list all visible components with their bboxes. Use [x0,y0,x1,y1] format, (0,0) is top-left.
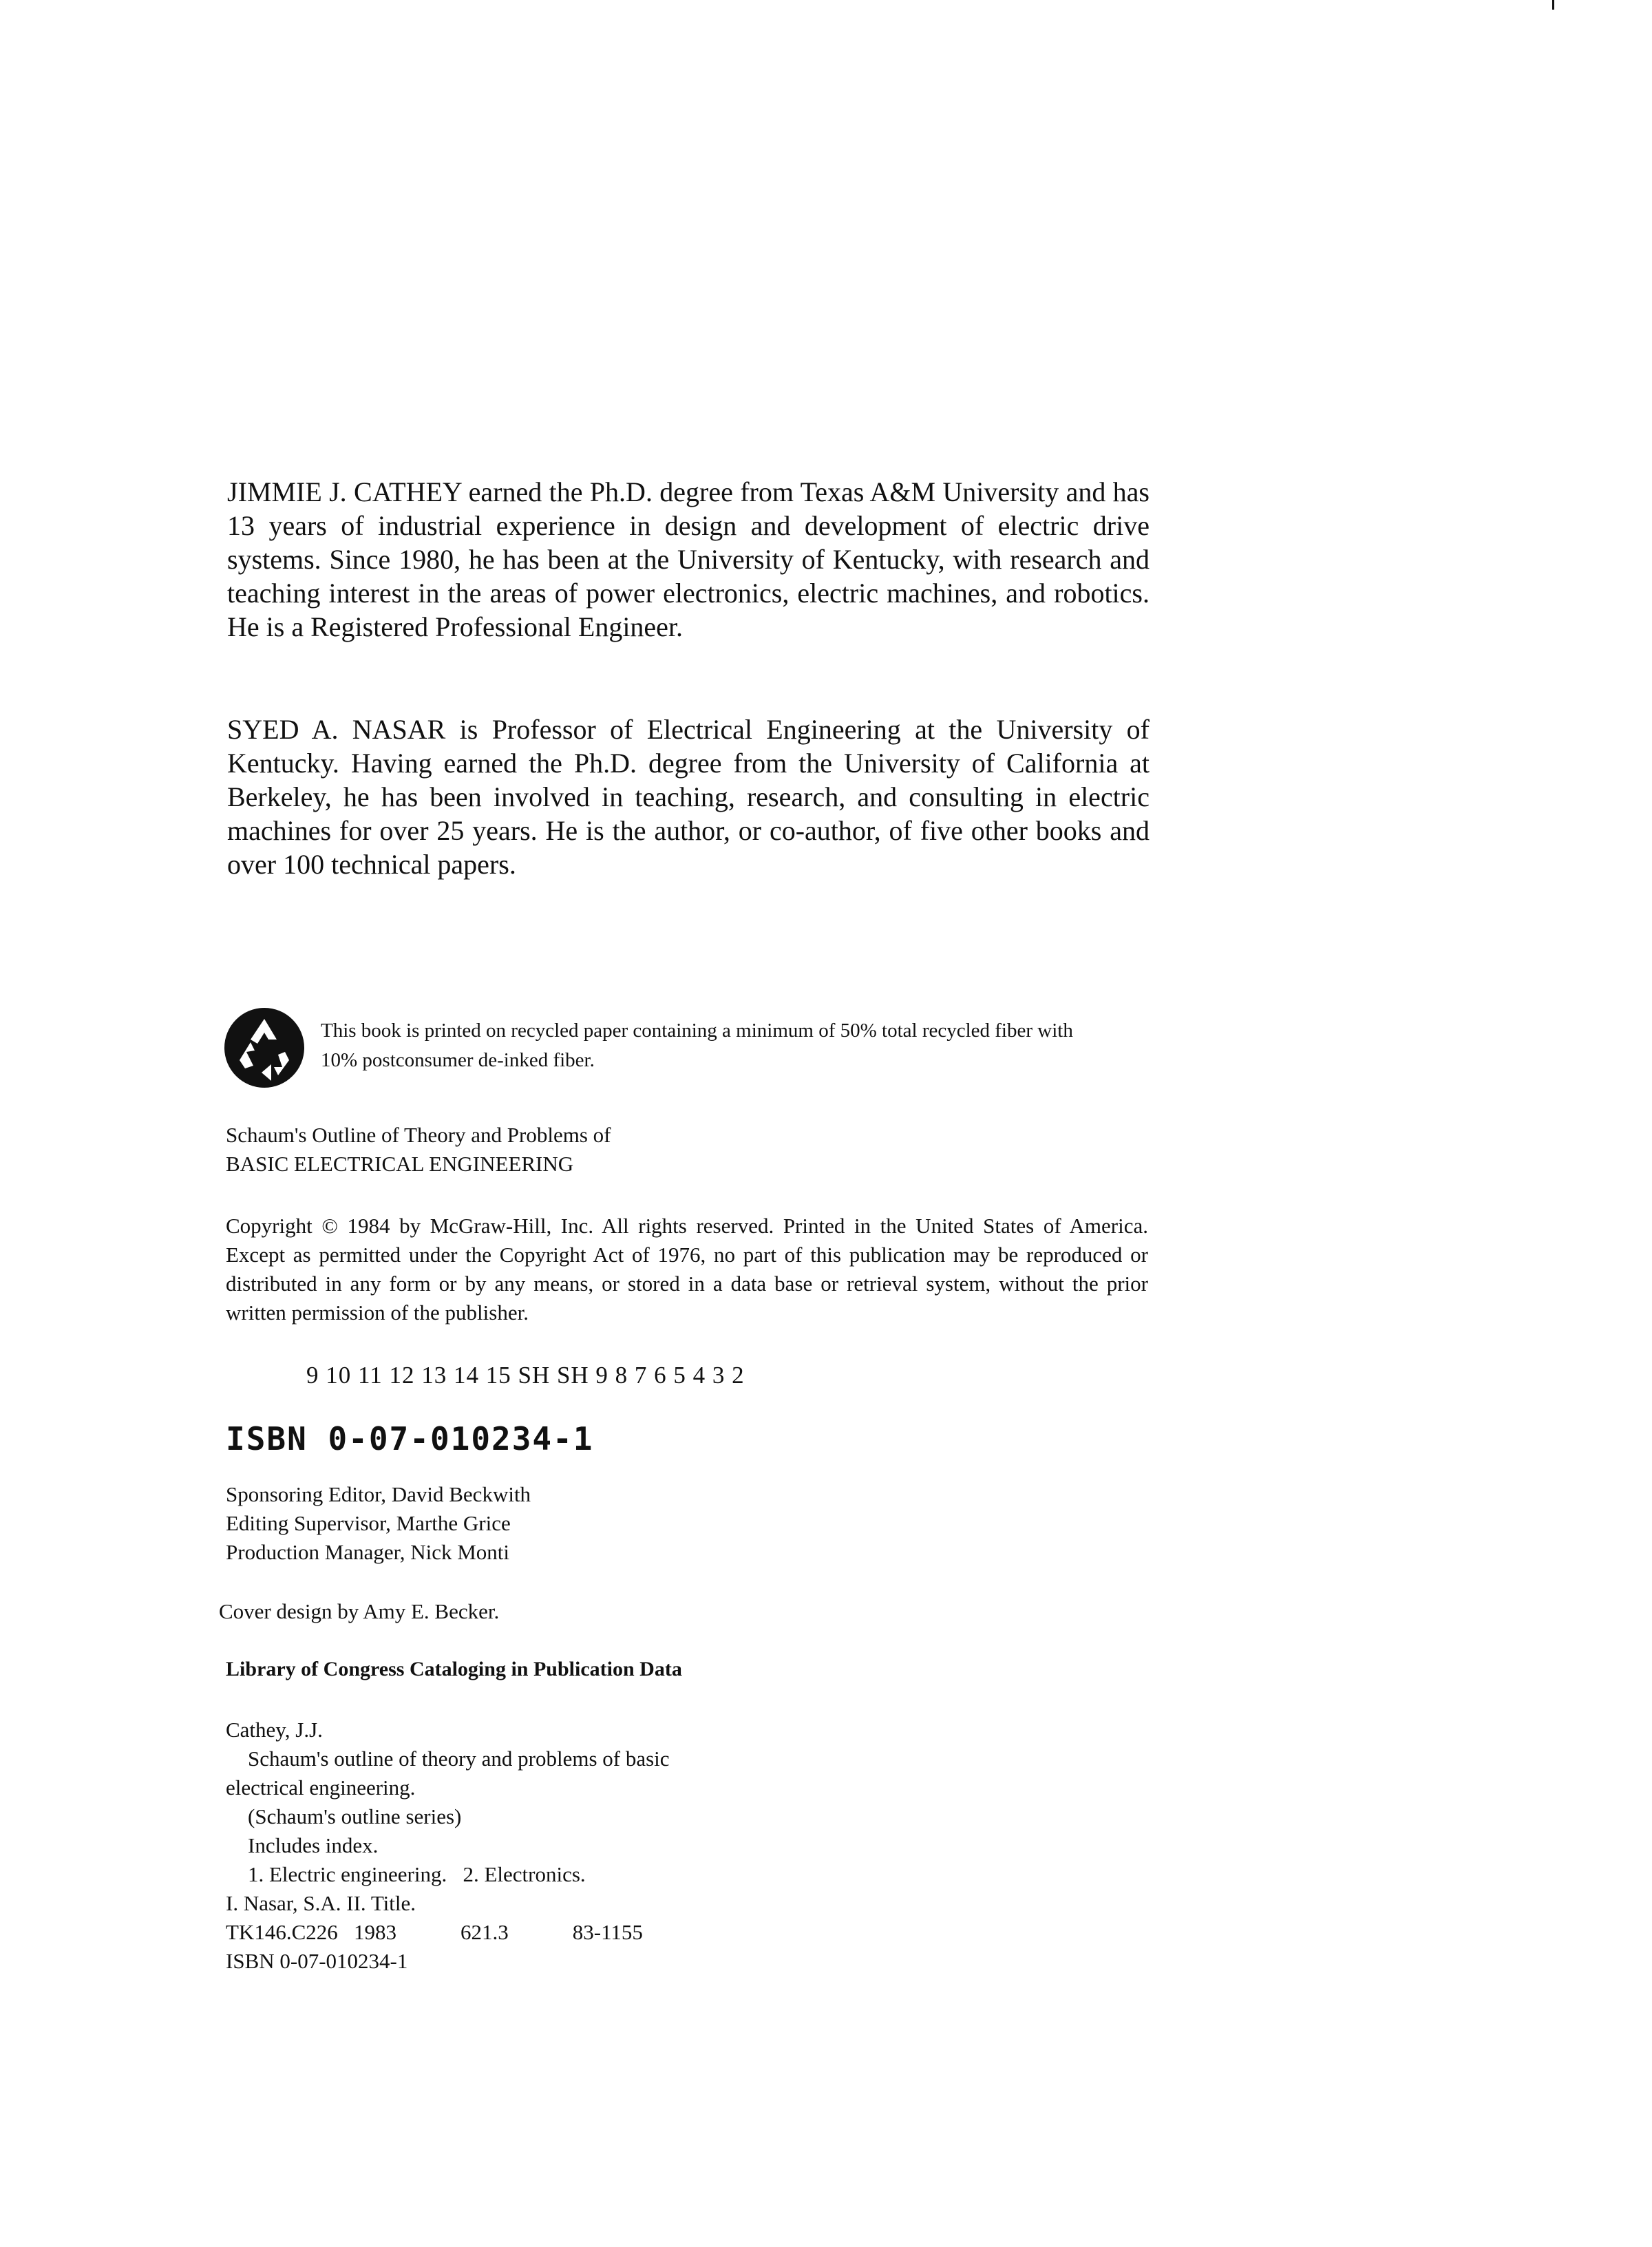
notice-line: 10% postconsumer de-inked fiber. [321,1049,595,1071]
cip-dewey: 621.3 [460,1920,509,1944]
cip-author: Cathey, J.J. [226,1718,323,1742]
credit-line: Production Manager, Nick Monti [226,1540,510,1564]
copyright-notice: Copyright © 1984 by McGraw-Hill, Inc. All rights reserved. Printed in the United States of America. Except as permitted under the Copyright Act of 1976, no part of this publication may be reproduced or distributed in any form or by any means, or stored in a data base or retrieval system, without the prior written permission of the publisher. [226,1214,1148,1325]
scan-mark [1552,0,1554,10]
cip-title-line: electrical engineering. [226,1775,416,1800]
cip-classification [226,1918,670,1947]
cip-series-note: (Schaum's outline series) [248,1804,462,1828]
cover-design-credit: Cover design by Amy E. Becker. [219,1599,500,1623]
editorial-credits [226,1480,531,1567]
author-bio-nasar [227,713,1150,881]
bio-text: JIMMIE J. CATHEY earned the Ph.D. degree from Texas A&M University and has 13 years of industrial experience in design and development of electric drive systems. Since 1980, he has been at the University of Kentucky, with research and teaching interest in the areas of power electronics, electric machines, and robotics. He is a Registered Professional Engineer. [227,476,1150,642]
cip-data-block [226,1716,670,1976]
recycled-paper-notice [321,1016,1202,1075]
series-title [226,1121,611,1179]
credit-line: Sponsoring Editor, David Beckwith [226,1482,531,1506]
author-bio-cathey [227,475,1150,644]
cip-subjects: 1. Electric engineering. 2. Electronics. [248,1862,586,1886]
cip-call-number: TK146.C226 [226,1920,338,1944]
bio-text: SYED A. NASAR is Professor of Electrical Engineering at the University of Kentucky. Having earned the Ph.D. degree from the University of California at Berkeley, he has been involved in teaching, research, and consulting in electric machines for over 25 years. He is the author, or co-author, of five other books and over 100 technical papers. [227,714,1150,880]
cip-year: 1983 [354,1920,396,1944]
printing-line: 9 10 11 12 13 14 15 SH SH 9 8 7 6 5 4 3 2 [306,1362,745,1389]
cip-lccn: 83-1155 [572,1920,643,1944]
credit-line: Editing Supervisor, Marthe Grice [226,1511,511,1535]
cip-added-entries: I. Nasar, S.A. II. Title. [226,1891,416,1915]
cip-index-note: Includes index. [248,1833,379,1857]
cip-title-line: Schaum's outline of theory and problems of basic [248,1747,670,1771]
series-line: Schaum's Outline of Theory and Problems of [226,1123,611,1147]
recycle-icon [223,1006,306,1089]
book-title: BASIC ELECTRICAL ENGINEERING [226,1152,574,1176]
isbn-display: ISBN 0-07-010234-1 [226,1420,594,1457]
cip-heading: Library of Congress Cataloging in Publication Data [226,1658,682,1680]
notice-line: This book is printed on recycled paper containing a minimum of 50% total recycled fiber with [321,1020,1073,1042]
cip-isbn: ISBN 0-07-010234-1 [226,1949,408,1973]
